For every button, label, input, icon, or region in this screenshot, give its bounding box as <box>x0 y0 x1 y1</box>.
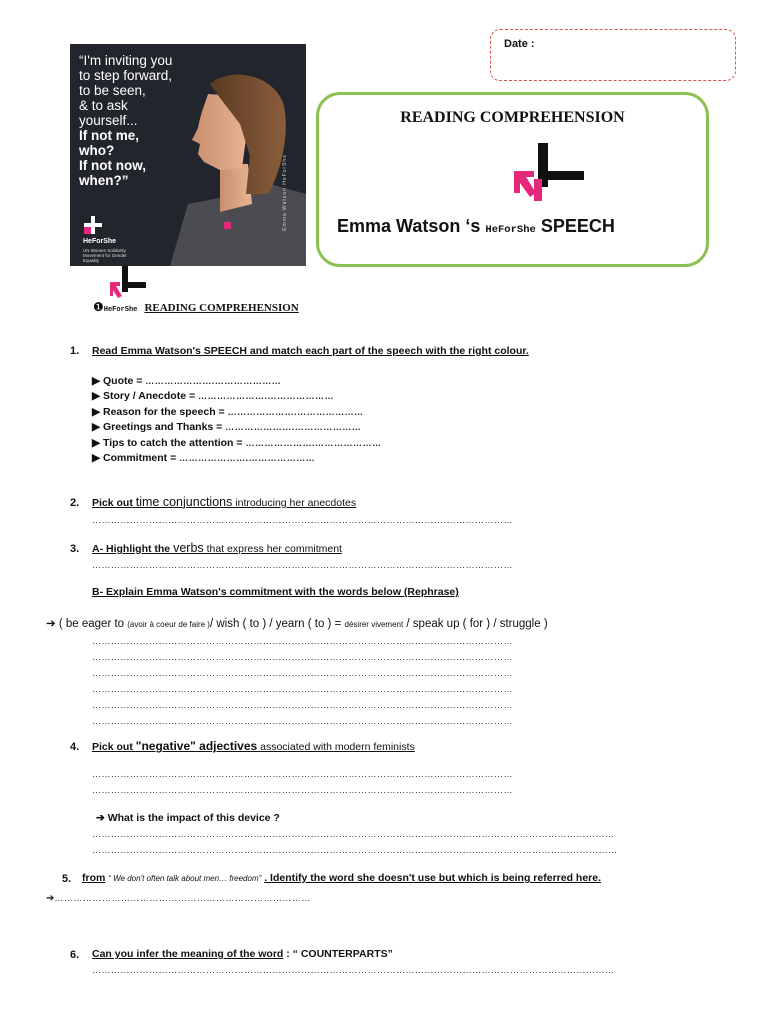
question-5-answer-line[interactable]: ……………………………………………………………………… <box>54 893 311 903</box>
quote-line: to step forward, <box>79 68 173 83</box>
match-item <box>92 421 381 436</box>
date-box[interactable] <box>490 29 736 81</box>
match-item <box>92 375 381 390</box>
photo-side-text: Emma Watson HeForShe <box>282 154 288 231</box>
question-5-quote: “ We don't often talk about men… freedom” <box>108 874 262 883</box>
question-4-answer-line[interactable]: ………………………………………………………………………………………………….………………… <box>92 769 514 779</box>
quote-line: If not me, <box>79 128 139 143</box>
arrow-icon: ➔ <box>46 893 55 904</box>
question-4-answer-line[interactable]: ………………………………………………………………………………………………….………………… <box>92 785 514 795</box>
photo-brand-subtitle: UN Women Solidarity Movement for Gender Equality <box>83 248 127 263</box>
question-5-text-a: from <box>82 872 106 884</box>
question-2-answer-line[interactable]: ………………………………………………………………………………………………….………………… <box>92 515 514 525</box>
question-6-text <box>92 948 393 960</box>
impact-question-text: What is the impact of this device ? <box>107 812 280 824</box>
question-5-answer <box>46 893 311 904</box>
match-item <box>92 390 381 405</box>
quote-line: If not now, <box>79 158 146 173</box>
answer-line[interactable]: ………………………………………………………………………………………………….………………… <box>92 636 514 646</box>
question-6-text-b: : “ COUNTERPARTS” <box>286 948 393 960</box>
quote-line: & to ask <box>79 98 128 113</box>
speech-title-brand: HeForShe <box>485 224 536 236</box>
quote-line: who? <box>79 143 115 158</box>
question-3-answer-line[interactable]: ………………………………………………………………………………………………….………………… <box>92 560 514 570</box>
match-item-label: ▶ Quote = <box>92 375 143 387</box>
match-item-answer[interactable]: ………………….………………… <box>245 437 382 448</box>
match-item-answer[interactable]: ………………….………………… <box>198 391 335 402</box>
question-5-number: 5. <box>62 873 72 885</box>
answer-line[interactable]: ………………………………………………………………………………………………….………………… <box>92 668 514 678</box>
section-heading <box>93 300 299 314</box>
question-4-text-a: Pick out <box>92 741 133 753</box>
question-3-text-c: that express her commitment <box>206 543 342 555</box>
match-item-answer[interactable]: ………………….………………… <box>227 406 364 417</box>
speech-title-part1: Emma Watson ‘s <box>337 216 481 236</box>
arrow-icon: ➔ <box>96 812 105 824</box>
impact-answer-line[interactable]: ………………………………………………………………………………………………………………………………………………… <box>92 829 615 839</box>
section-brand: HeForShe <box>103 306 138 314</box>
match-item-answer[interactable]: ………………….………………… <box>179 452 316 463</box>
vocab-word: ( be eager to <box>58 618 125 630</box>
emma-watson-photo <box>70 44 306 266</box>
answer-line[interactable]: ………………………………………………………………………………………………….………………… <box>92 684 514 694</box>
question-2-number: 2. <box>70 497 80 509</box>
title-box-heading: READING COMPREHENSION <box>400 109 625 126</box>
match-item <box>92 437 381 452</box>
answer-line[interactable]: ………………………………………………………………………………………………….………………… <box>92 716 514 726</box>
question-6-number: 6. <box>70 949 80 961</box>
photo-brand: HeForShe <box>83 238 117 245</box>
section-heading-text: READING COMPREHENSION <box>144 302 299 314</box>
question-6-text-a: Can you infer the meaning of the word <box>92 948 284 960</box>
match-item-answer[interactable]: ………………….………………… <box>145 376 282 386</box>
question-3-text-a: A- Highlight the <box>92 543 171 555</box>
match-item <box>92 452 381 467</box>
match-item-answer[interactable]: ………………….………………… <box>225 422 362 433</box>
question-4-number: 4. <box>70 741 80 753</box>
photo-quote <box>79 53 172 188</box>
question-5-text <box>82 872 601 884</box>
match-item-label: ▶ Story / Anecdote = <box>92 390 196 403</box>
answer-line[interactable]: ………………………………………………………………………………………………….………………… <box>92 652 514 662</box>
heforshe-small-logo-icon <box>108 266 146 300</box>
heforshe-logo-icon <box>512 143 584 205</box>
question-3-text <box>92 541 342 555</box>
title-box <box>316 92 709 267</box>
match-item-label: ▶ Commitment = <box>92 451 177 464</box>
question-3b-answer-lines <box>92 636 632 732</box>
question-1-items <box>92 375 381 467</box>
question-3b-text: B- Explain Emma Watson's commitment with the words below (Rephrase) <box>92 586 459 598</box>
quote-line: to be seen, <box>79 83 146 98</box>
speech-title <box>337 216 615 237</box>
question-4-text <box>92 739 415 753</box>
question-3-number: 3. <box>70 543 80 555</box>
question-3-text-b: verbs <box>173 541 204 555</box>
arrow-icon: ➔ <box>46 618 56 630</box>
question-4-text-c: associated with modern feminists <box>260 741 415 753</box>
question-5-text-b: . Identify the word she doesn't use but which is being referred here. <box>264 872 602 884</box>
vocab-word: / speak up ( for ) / struggle ) <box>406 618 548 630</box>
vocabulary-words <box>46 616 548 630</box>
match-item <box>92 406 381 421</box>
quote-line: when?” <box>79 173 129 188</box>
question-1-text: Read Emma Watson's SPEECH and match each part of the speech with the right colour. <box>92 345 529 357</box>
match-item-label: ▶ Greetings and Thanks = <box>92 421 223 434</box>
speech-title-part2: SPEECH <box>540 216 615 236</box>
section-number-icon: ❶ <box>93 300 104 314</box>
match-item-label: ▶ Tips to catch the attention = <box>92 436 243 449</box>
answer-line[interactable]: ………………………………………………………………………………………………….………………… <box>92 700 514 710</box>
question-2-text <box>92 495 356 509</box>
question-2-text-b: time conjunctions <box>135 495 233 509</box>
question-2-text-c: introducing her anecdotes <box>235 497 357 509</box>
vocab-word: / wish ( to ) / yearn ( to ) = <box>209 618 342 630</box>
question-1-number: 1. <box>70 345 80 357</box>
match-item-label: ▶ Reason for the speech = <box>92 405 225 418</box>
date-label: Date : <box>504 38 535 50</box>
vocab-translation: désirer vivement <box>344 620 404 629</box>
impact-question <box>96 812 280 824</box>
question-6-answer-line[interactable]: ………………………………………………………………………………………………………………………………………………… <box>92 965 615 975</box>
vocab-translation: (avoir à coeur de faire ) <box>127 620 210 629</box>
quote-line: yourself... <box>79 113 138 128</box>
question-4-text-b: "negative" adjectives <box>135 739 258 753</box>
impact-answer-line[interactable]: ………………………………………………………………………………………………………….……………………………………… <box>92 845 618 855</box>
heforshe-logo-icon <box>84 216 102 234</box>
question-2-text-a: Pick out <box>92 497 133 509</box>
quote-line: “I'm inviting you <box>79 53 173 68</box>
